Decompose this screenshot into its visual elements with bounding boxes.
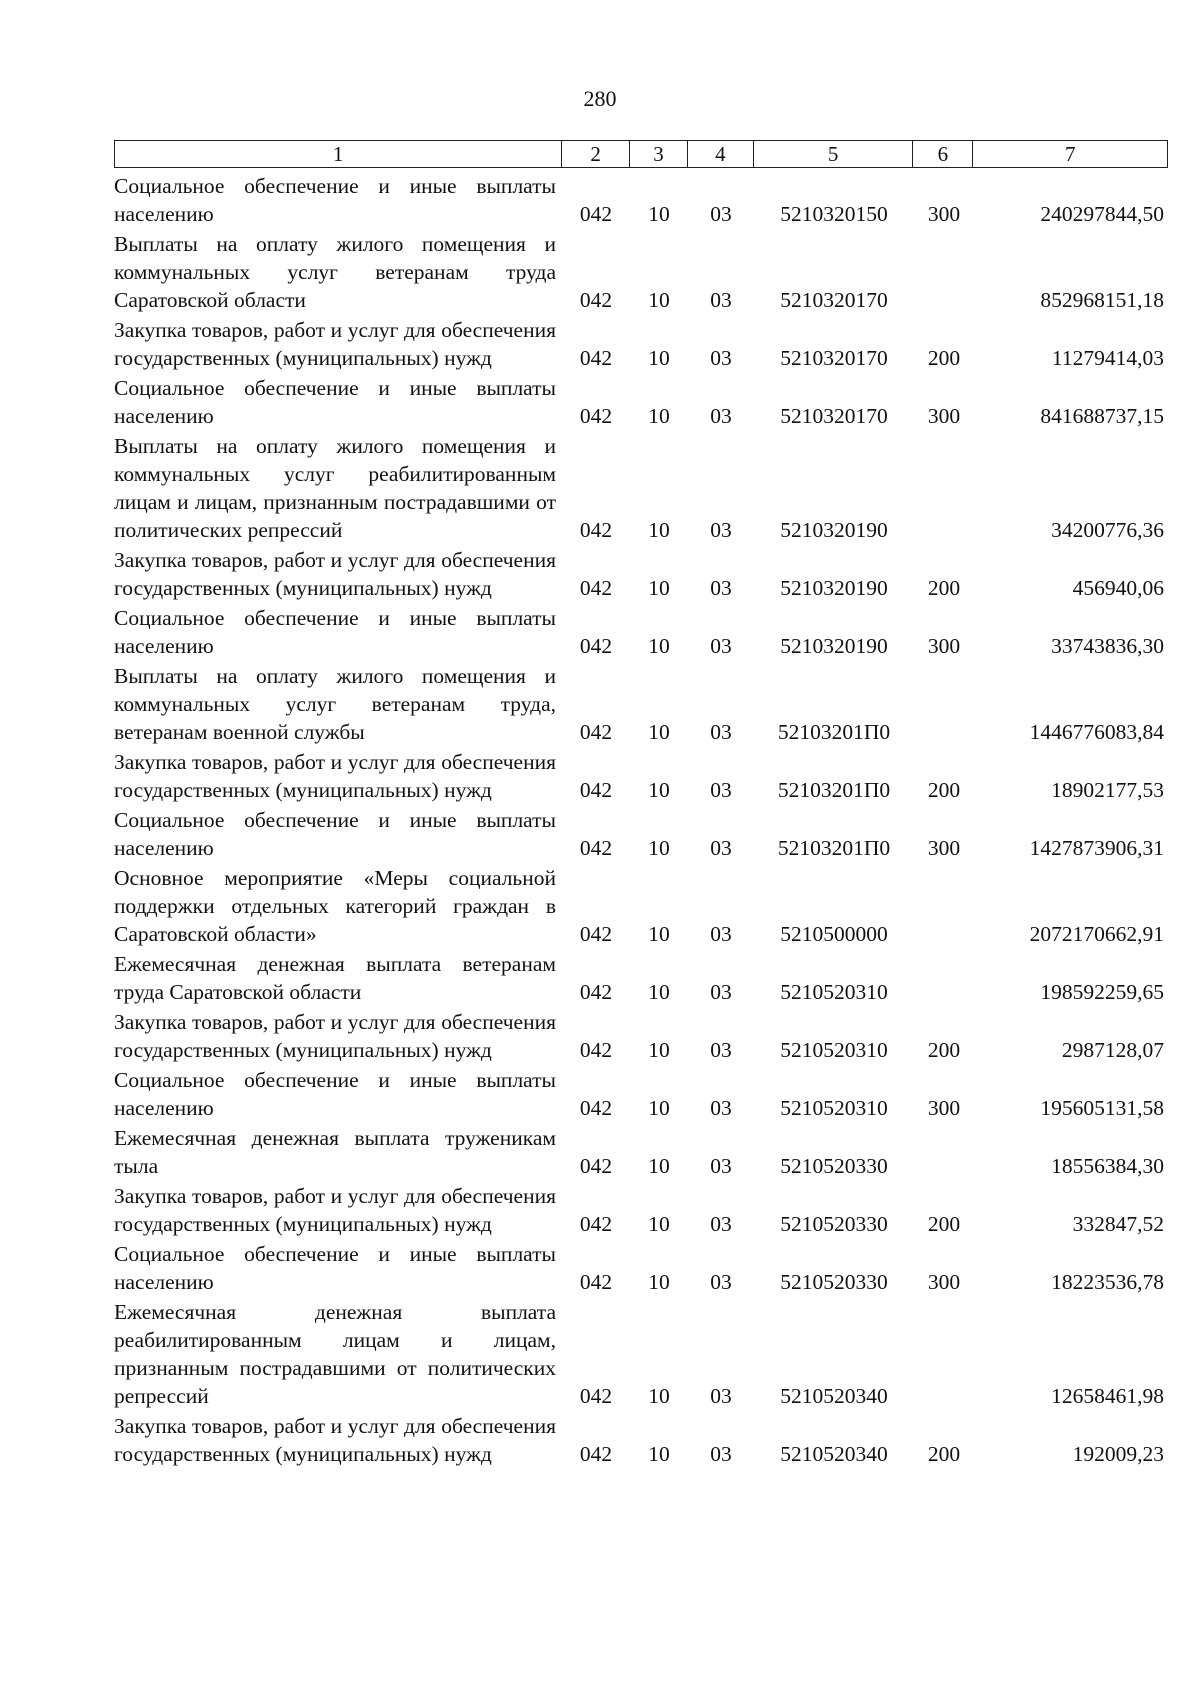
row-col-2: 042 — [579, 288, 613, 312]
row-col-4: 03 — [710, 1270, 732, 1294]
table-body — [114, 172, 1174, 1470]
row-col-5: 52103201П0 — [777, 836, 891, 860]
row-col-2: 042 — [579, 576, 613, 600]
row-col-5: 5210520310 — [780, 980, 888, 1004]
row-col-6: 200 — [927, 1442, 961, 1466]
row-description: Социальное обеспечение и иные выплаты населению — [114, 1068, 556, 1120]
row-col-2: 042 — [579, 922, 613, 946]
row-col-5: 52103201П0 — [777, 720, 891, 744]
row-col-6: 200 — [927, 1212, 961, 1236]
row-col-6: 300 — [927, 1096, 961, 1120]
row-description: Ежемесячная денежная выплата реабилитированным лицам и лицам, признанным пострадавшими от политических репрессий — [114, 1300, 556, 1408]
row-col-3: 10 — [648, 576, 670, 600]
row-col-3: 10 — [648, 346, 670, 370]
row-col-5: 5210520330 — [780, 1154, 888, 1178]
row-col-6: 200 — [927, 346, 961, 370]
row-col-2: 042 — [579, 778, 613, 802]
row-col-2: 042 — [579, 1096, 613, 1120]
row-col-3: 10 — [648, 1212, 670, 1236]
page-number: 280 — [583, 86, 617, 111]
row-col-5: 5210520330 — [780, 1270, 888, 1294]
row-col-3: 10 — [648, 922, 670, 946]
row-col-4: 03 — [710, 980, 732, 1004]
row-col-5: 5210320190 — [780, 576, 888, 600]
row-description: Основное мероприятие «Меры социальной поддержки отдельных категорий граждан в Саратовской области» — [114, 866, 556, 946]
row-col-5: 5210520330 — [780, 1212, 888, 1236]
row-amount: 192009,23 — [1072, 1442, 1164, 1466]
row-amount: 1427873906,31 — [1029, 836, 1164, 860]
row-amount: 18223536,78 — [1051, 1270, 1164, 1294]
row-col-4: 03 — [710, 1038, 732, 1062]
table-row — [114, 230, 1174, 314]
row-col-4: 03 — [710, 404, 732, 428]
row-col-4: 03 — [710, 922, 732, 946]
row-description: Закупка товаров, работ и услуг для обеспечения государственных (муниципальных) нужд — [114, 1010, 556, 1062]
row-col-2: 042 — [579, 1212, 613, 1236]
row-col-2: 042 — [579, 346, 613, 370]
row-description: Закупка товаров, работ и услуг для обеспечения государственных (муниципальных) нужд — [114, 750, 556, 802]
table-row — [114, 1298, 1174, 1410]
row-amount: 852968151,18 — [1040, 288, 1164, 312]
row-col-4: 03 — [710, 1096, 732, 1120]
row-col-3: 10 — [648, 980, 670, 1004]
row-col-3: 10 — [648, 778, 670, 802]
row-col-6: 300 — [927, 836, 961, 860]
row-amount: 841688737,15 — [1040, 404, 1164, 428]
table-row — [114, 1182, 1174, 1238]
row-col-5: 5210520310 — [780, 1038, 888, 1062]
table-row — [114, 604, 1174, 660]
row-description: Социальное обеспечение и иные выплаты населению — [114, 376, 556, 428]
table-row — [114, 1124, 1174, 1180]
table-row — [114, 950, 1174, 1006]
row-col-3: 10 — [648, 1038, 670, 1062]
row-amount: 1446776083,84 — [1029, 720, 1164, 744]
row-amount: 240297844,50 — [1040, 202, 1164, 226]
row-description: Закупка товаров, работ и услуг для обеспечения государственных (муниципальных) нужд — [114, 1414, 556, 1466]
row-col-6: 300 — [927, 404, 961, 428]
row-col-5: 52103201П0 — [777, 778, 891, 802]
row-col-3: 10 — [648, 634, 670, 658]
row-description: Выплаты на оплату жилого помещения и коммунальных услуг ветеранам труда, ветеранам военной службы — [114, 664, 556, 744]
row-col-3: 10 — [648, 202, 670, 226]
row-col-2: 042 — [579, 1154, 613, 1178]
row-col-2: 042 — [579, 1442, 613, 1466]
row-col-6: 200 — [927, 778, 961, 802]
row-col-6: 200 — [927, 576, 961, 600]
row-col-6: 300 — [927, 1270, 961, 1294]
row-col-6: 300 — [927, 634, 961, 658]
row-col-4: 03 — [710, 1442, 732, 1466]
row-amount: 33743836,30 — [1051, 634, 1164, 658]
row-description: Закупка товаров, работ и услуг для обеспечения государственных (муниципальных) нужд — [114, 318, 556, 370]
row-col-5: 5210320170 — [780, 288, 888, 312]
row-col-3: 10 — [648, 1270, 670, 1294]
table-row — [114, 662, 1174, 746]
row-amount: 332847,52 — [1072, 1212, 1164, 1236]
row-col-2: 042 — [579, 634, 613, 658]
row-col-4: 03 — [710, 778, 732, 802]
row-col-3: 10 — [648, 1384, 670, 1408]
row-description: Закупка товаров, работ и услуг для обеспечения государственных (муниципальных) нужд — [114, 548, 556, 600]
row-description: Выплаты на оплату жилого помещения и коммунальных услуг ветеранам труда Саратовской области — [114, 232, 556, 312]
row-col-4: 03 — [710, 1154, 732, 1178]
row-col-2: 042 — [579, 720, 613, 744]
table-row — [114, 374, 1174, 430]
row-col-5: 5210520340 — [780, 1384, 888, 1408]
table-row — [114, 1240, 1174, 1296]
row-col-5: 5210520340 — [780, 1442, 888, 1466]
table-row — [114, 1412, 1174, 1468]
row-col-4: 03 — [710, 202, 732, 226]
table-row — [114, 864, 1174, 948]
row-col-5: 5210520310 — [780, 1096, 888, 1120]
row-description: Ежемесячная денежная выплата труженикам тыла — [114, 1126, 556, 1178]
row-col-3: 10 — [648, 836, 670, 860]
row-description: Выплаты на оплату жилого помещения и коммунальных услуг реабилитированным лицам и лицам, признанным пострадавшими от политических репрессий — [114, 434, 556, 542]
row-description: Социальное обеспечение и иные выплаты населению — [114, 606, 556, 658]
header-col-2: 2 — [562, 141, 630, 167]
table-row — [114, 1066, 1174, 1122]
row-col-5: 5210500000 — [780, 922, 888, 946]
row-col-3: 10 — [648, 288, 670, 312]
header-col-1: 1 — [115, 141, 562, 167]
row-col-4: 03 — [710, 288, 732, 312]
row-col-3: 10 — [648, 1154, 670, 1178]
row-description: Ежемесячная денежная выплата ветеранам труда Саратовской области — [114, 952, 556, 1004]
row-col-4: 03 — [710, 576, 732, 600]
header-col-7: 7 — [1064, 141, 1076, 166]
header-col-4: 4 — [688, 141, 754, 167]
row-col-5: 5210320170 — [780, 404, 888, 428]
row-col-4: 03 — [710, 634, 732, 658]
row-col-3: 10 — [648, 720, 670, 744]
table-row — [114, 432, 1174, 544]
table-header — [114, 140, 1168, 168]
table-row — [114, 806, 1174, 862]
row-col-4: 03 — [710, 1212, 732, 1236]
table-row — [114, 172, 1174, 228]
row-amount: 18902177,53 — [1051, 778, 1164, 802]
row-description: Социальное обеспечение и иные выплаты населению — [114, 1242, 556, 1294]
header-col-3: 3 — [630, 141, 688, 167]
row-col-4: 03 — [710, 346, 732, 370]
row-description: Социальное обеспечение и иные выплаты населению — [114, 174, 556, 226]
row-col-2: 042 — [579, 980, 613, 1004]
row-col-5: 5210320190 — [780, 634, 888, 658]
row-amount: 198592259,65 — [1040, 980, 1164, 1004]
row-col-3: 10 — [648, 1096, 670, 1120]
row-col-2: 042 — [579, 404, 613, 428]
row-col-3: 10 — [648, 518, 670, 542]
table-row — [114, 546, 1174, 602]
row-col-2: 042 — [579, 1270, 613, 1294]
row-amount: 456940,06 — [1072, 576, 1164, 600]
header-col-6: 6 — [913, 141, 973, 167]
table-row — [114, 748, 1174, 804]
row-amount: 11279414,03 — [1051, 346, 1164, 370]
table-row — [114, 316, 1174, 372]
row-amount: 2987128,07 — [1061, 1038, 1164, 1062]
row-col-6: 200 — [927, 1038, 961, 1062]
row-col-5: 5210320150 — [780, 202, 888, 226]
row-col-2: 042 — [579, 1384, 613, 1408]
row-amount: 2072170662,91 — [1029, 922, 1164, 946]
row-amount: 195605131,58 — [1040, 1096, 1164, 1120]
row-col-2: 042 — [579, 1038, 613, 1062]
row-description: Социальное обеспечение и иные выплаты населению — [114, 808, 556, 860]
row-col-4: 03 — [710, 518, 732, 542]
row-col-4: 03 — [710, 1384, 732, 1408]
row-col-2: 042 — [579, 518, 613, 542]
row-col-2: 042 — [579, 836, 613, 860]
row-amount: 12658461,98 — [1051, 1384, 1164, 1408]
row-amount: 18556384,30 — [1051, 1154, 1164, 1178]
row-col-5: 5210320190 — [780, 518, 888, 542]
row-col-3: 10 — [648, 404, 670, 428]
table-row — [114, 1008, 1174, 1064]
row-description: Закупка товаров, работ и услуг для обеспечения государственных (муниципальных) нужд — [114, 1184, 556, 1236]
row-col-6: 300 — [927, 202, 961, 226]
row-col-5: 5210320170 — [780, 346, 888, 370]
row-col-4: 03 — [710, 836, 732, 860]
row-amount: 34200776,36 — [1051, 518, 1164, 542]
row-col-3: 10 — [648, 1442, 670, 1466]
row-col-4: 03 — [710, 720, 732, 744]
header-col-5: 5 — [754, 141, 914, 167]
row-col-2: 042 — [579, 202, 613, 226]
